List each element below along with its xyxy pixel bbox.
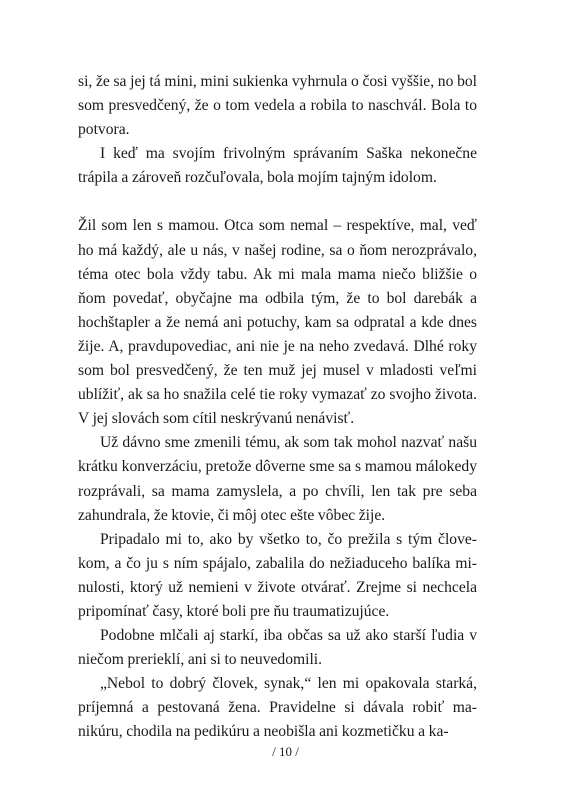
paragraph: I keď ma svojím frivolným správaním Saška nekonečne trápila a zároveň rozčuľovala, bola mojím tajným idolom. <box>78 145 477 187</box>
paragraph-continuation: si, že sa jej tá mini, mini sukienka vyhrnula o čosi vyššie, no bol som presvedčený, že o tom vedela a robila to naschvál. Bola to potvora. <box>78 73 477 139</box>
paragraph: Pripadalo mi to, ako by všetko to, čo prežila s tým človekom, a čo ju s ním spájalo, zabalila do nežiaduceho balíka minulosti, ktorý už nemieni v živote otvárať. Zrejme si nechcela pripomínať časy, ktoré boli pre ňu traumatizujúce. <box>78 530 477 620</box>
paragraph: Podobne mlčali aj starkí, iba občas sa už ako starší ľudia v niečom prerieklí, ani si to neuvedomili. <box>78 627 477 669</box>
page-number: / 10 / <box>272 744 299 759</box>
paragraph: „Nebol to dobrý človek, synak,“ len mi opakovala starká, príjemná a pestovaná žena. Pravidelne si dávala robiť manikúru, chodila na pedikúru a neobišla ani kozmetičku a ka- <box>78 675 477 741</box>
paragraph: Už dávno sme zmenili tému, ak som tak mohol nazvať našu krátku konverzáciu, pretože dôverne sme sa s mamou málokedy rozprávali, sa mama zamyslela, a po chvíli, len tak pre seba zahundrala, že ktovie, či môj otec ešte vôbec žije. <box>78 434 477 524</box>
page-text-block <box>78 70 477 745</box>
paragraph-section-start: Žil som len s mamou. Otca som nemal – respektíve, mal, veď ho má každý, ale u nás, v našej rodine, sa o ňom nerozprávalo, téma otec bola vždy tabu. Ak mi mala mama niečo bližšie o ňom povedať, obyčajne ma odbila tým, že to bol darebák a hochštapler a že nemá ani potuchy, kam sa odpratal a kde dnes žije. A, pravdupovediac, ani nie je na neho zvedavá. Dlhé roky som bol presvedčený, že ten muž jej musel v mladosti veľmi ublížiť, ak sa ho snažila celé tie roky vymazať zo svojho života. V jej slovách som cítil neskrývanú nenávisť. <box>78 217 477 428</box>
